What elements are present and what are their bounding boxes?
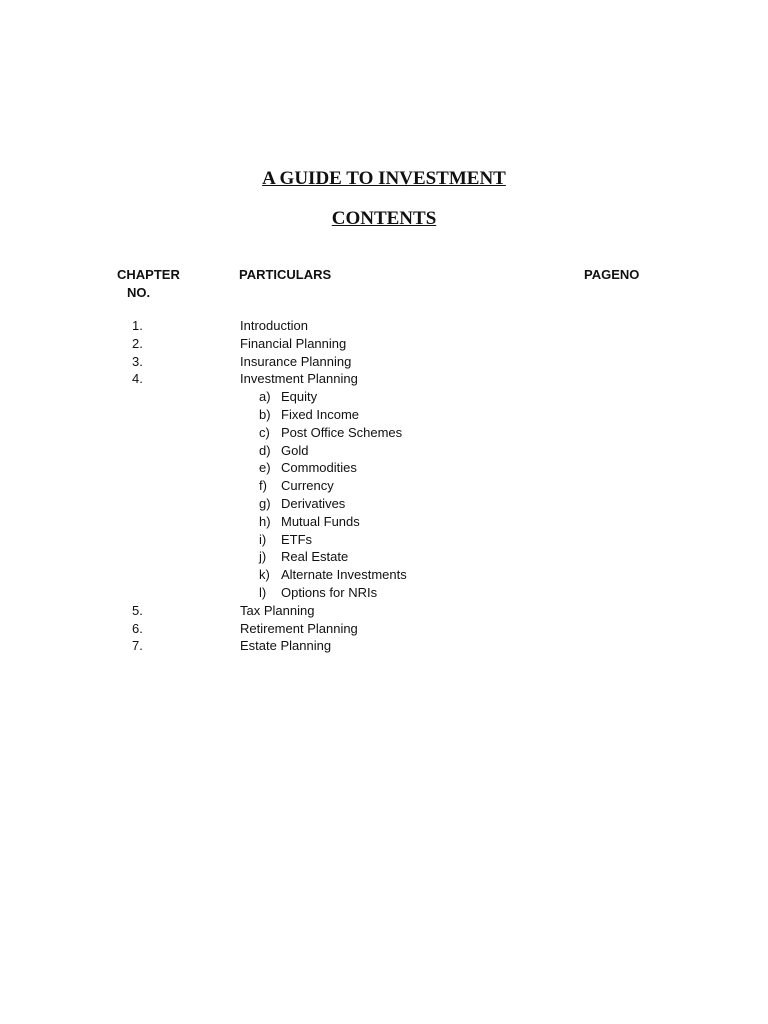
toc-row-subsection (0, 513, 768, 531)
column-header-particulars: PARTICULARS (239, 267, 332, 282)
toc-row-chapter (0, 602, 768, 620)
subsection-letter: h) (259, 513, 271, 529)
subsection-title: Currency (281, 478, 334, 494)
toc-row-subsection (0, 566, 768, 584)
toc-row-subsection (0, 548, 768, 566)
toc-row-subsection (0, 477, 768, 495)
chapter-title: Investment Planning (240, 371, 358, 387)
toc-row-chapter (0, 317, 768, 335)
toc-row-subsection (0, 424, 768, 442)
column-header-chapter-line2: NO. (127, 285, 151, 300)
subsection-letter: k) (259, 567, 270, 583)
toc-row-subsection (0, 459, 768, 477)
toc-row-subsection (0, 442, 768, 460)
chapter-title: Introduction (240, 318, 308, 333)
column-header-chapter-line1: CHAPTER (117, 267, 180, 282)
chapter-title: Retirement Planning (240, 620, 358, 636)
toc-row-chapter (0, 370, 768, 388)
column-header-pageno: PAGENO (584, 267, 640, 282)
subsection-title: Post Office Schemes (281, 424, 403, 440)
subsection-letter: d) (259, 442, 271, 458)
chapter-title: Estate Planning (240, 638, 332, 654)
subsection-letter: i) (259, 531, 267, 547)
subsection-title: Fixed Income (281, 406, 360, 422)
toc-row-subsection (0, 531, 768, 549)
subsection-title: Commodities (281, 460, 357, 476)
subsection-letter: b) (259, 406, 271, 422)
chapter-title: Insurance Planning (240, 353, 352, 369)
subsection-letter: g) (259, 495, 271, 511)
toc-row-subsection (0, 495, 768, 513)
toc-row-chapter (0, 335, 768, 353)
subsection-title: Mutual Funds (281, 513, 360, 529)
toc-row-chapter (0, 637, 768, 655)
toc-row-subsection (0, 584, 768, 602)
toc-row-subsection (0, 388, 768, 406)
column-header-chapter (117, 266, 180, 302)
chapter-number: 2. (132, 335, 143, 351)
subsection-title: Options for NRIs (281, 584, 378, 600)
chapter-number: 5. (132, 602, 143, 618)
subsection-title: Equity (281, 389, 318, 405)
chapter-number: 6. (132, 620, 143, 636)
chapter-number: 3. (132, 353, 143, 369)
toc-row-chapter (0, 620, 768, 638)
subsection-letter: l) (259, 584, 267, 600)
subsection-title: ETFs (281, 531, 313, 547)
chapter-number: 1. (132, 318, 143, 333)
toc-row-subsection (0, 406, 768, 424)
chapter-title: Financial Planning (240, 335, 347, 351)
contents-heading: CONTENTS (331, 208, 437, 229)
subsection-title: Alternate Investments (281, 567, 407, 583)
chapter-number: 7. (132, 638, 143, 654)
toc-row-chapter (0, 353, 768, 371)
chapter-number: 4. (132, 371, 143, 387)
subsection-letter: a) (259, 389, 271, 405)
subsection-letter: c) (259, 424, 270, 440)
subsection-letter: j) (259, 549, 267, 565)
table-of-contents (0, 317, 768, 655)
subsection-letter: e) (259, 460, 271, 476)
subsection-title: Gold (281, 442, 309, 458)
document-title: A GUIDE TO INVESTMENT (262, 168, 506, 189)
subsection-title: Derivatives (281, 495, 346, 511)
chapter-title: Tax Planning (240, 602, 315, 618)
subsection-letter: f) (259, 478, 267, 494)
subsection-title: Real Estate (281, 549, 349, 565)
